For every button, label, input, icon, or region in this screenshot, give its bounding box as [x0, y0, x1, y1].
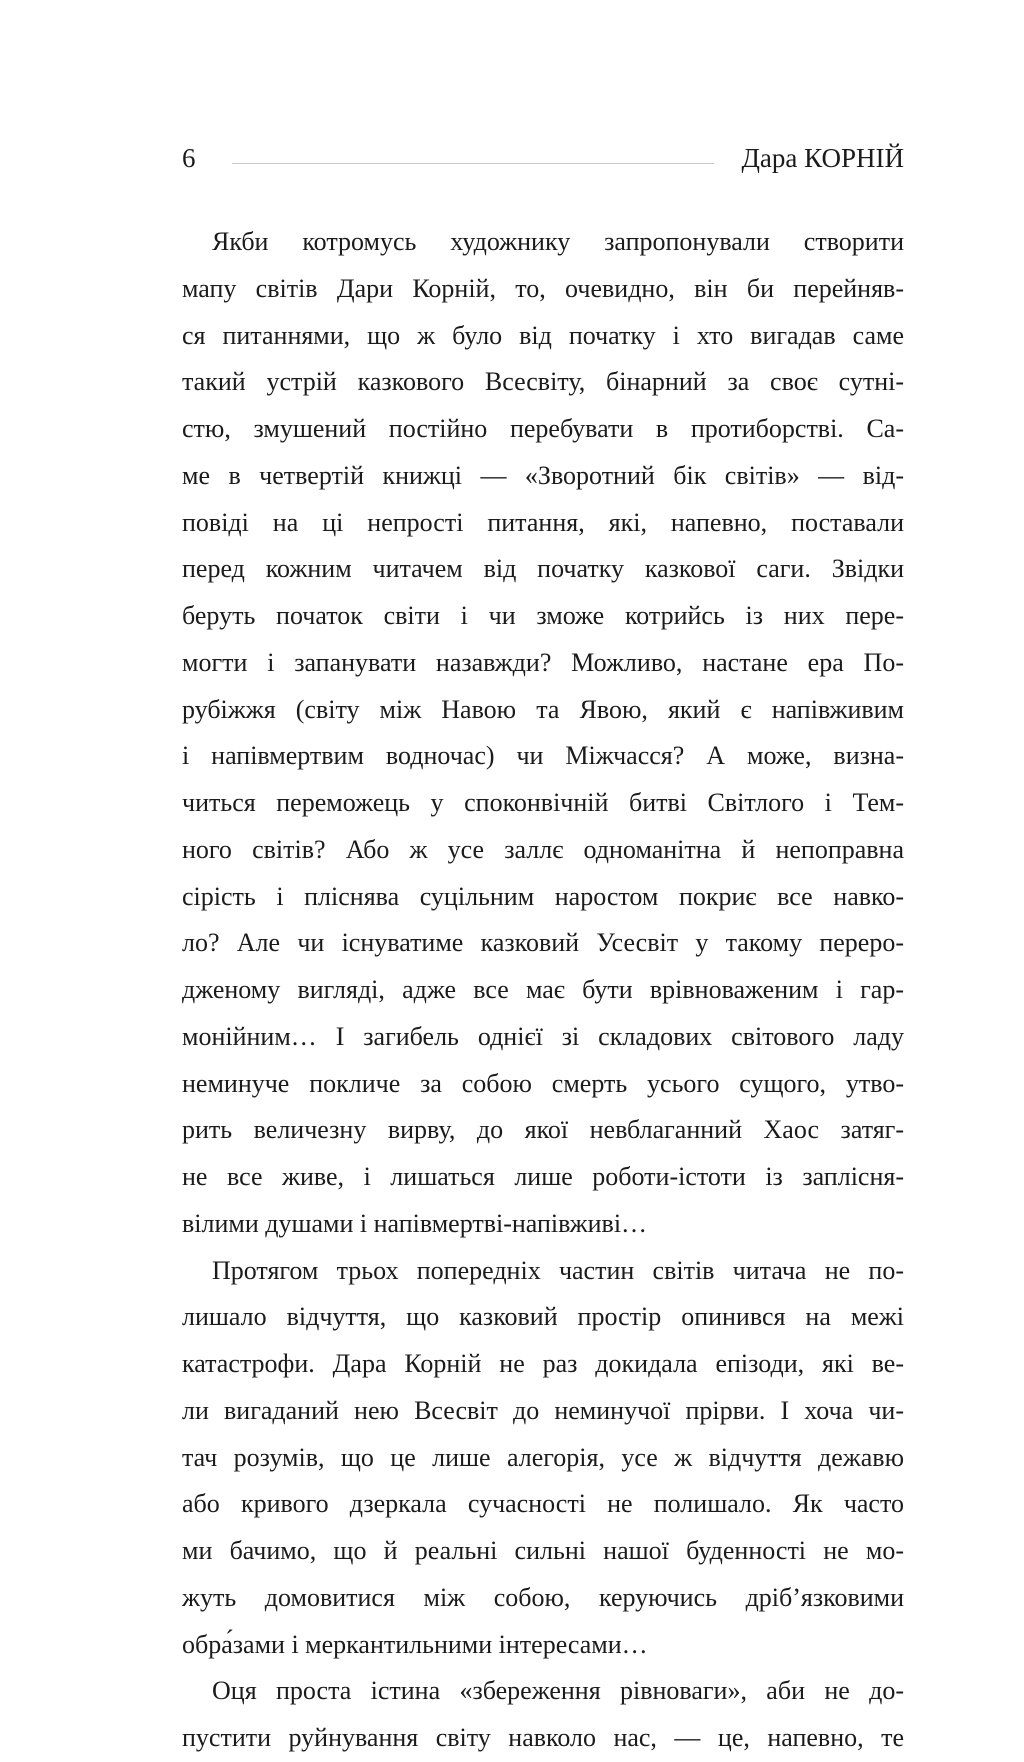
text-line: мапу світів Дари Корній, то, очевидно, він би перейняв- — [182, 273, 904, 303]
text-line: і напівмертвим водночас) чи Міжчасся? А може, визна- — [182, 741, 904, 771]
paragraph — [182, 1668, 904, 1762]
text-line: або кривого дзеркала сучасності не полишало. Як часто — [182, 1489, 904, 1519]
running-head — [182, 138, 904, 178]
text-line: могти і запанувати назавжди? Можливо, настане ера По- — [182, 647, 904, 677]
text-line: стю, змушений постійно перебувати в протиборстві. Са- — [182, 414, 904, 443]
text-line: Оця проста істина «збереження рівноваги», аби не до- — [212, 1676, 904, 1706]
paragraph — [182, 1248, 904, 1669]
text-line: монійним… І загибель однієї зі складових світового ладу — [182, 1021, 904, 1051]
text-line: вілими душами і напівмертві-напівживі… — [182, 1208, 648, 1238]
text-line: рубіжжя (світу між Навою та Явою, який є напівживим — [182, 694, 904, 724]
paragraph — [182, 219, 904, 1248]
text-line: сірість і пліснява суцільним наростом покриє все навко- — [182, 881, 904, 911]
text-line: не все живе, і лишаться лише роботи-істоти із заплісня- — [182, 1162, 904, 1191]
text-line: рить величезну вирву, до якої невблаганний Хаос затяг- — [182, 1115, 904, 1145]
page-number: 6 — [182, 143, 196, 173]
text-line: ло? Але чи існуватиме казковий Усесвіт у такому переро- — [182, 928, 904, 958]
text-line: Протягом трьох попередніх частин світів читача не по- — [212, 1255, 904, 1285]
text-line: ся питаннями, що ж було від початку і хто вигадав саме — [182, 320, 904, 350]
text-line: ме в четвертій книжці — «Зворотний бік світів» — від- — [182, 460, 904, 490]
text-line: обра́зами і меркантильними інтересами… — [182, 1629, 648, 1659]
text-line: пустити руйнування світу навколо нас, — це, напевно, те — [182, 1723, 904, 1752]
text-line: Якби котромусь художнику запропонували створити — [212, 227, 904, 256]
text-line: неминуче покличе за собою смерть усього сущого, утво- — [182, 1068, 904, 1098]
text-line: читься переможець у споконвічній битві Світлого і Тем- — [182, 788, 904, 817]
text-line: жуть домовитися між собою, керуючись дріб’язковими — [182, 1582, 904, 1612]
body-text — [182, 219, 904, 1762]
text-line: ли вигаданий нею Всесвіт до неминучої прірви. І хоча чи- — [182, 1395, 904, 1425]
text-line: повіді на ці непрості питання, які, напевно, поставали — [182, 507, 904, 537]
text-line: лишало відчуття, що казковий простір опинився на межі — [182, 1302, 904, 1332]
text-line: такий устрій казкового Всесвіту, бінарний за своє сутні- — [182, 367, 904, 397]
text-line: беруть початок світи і чи зможе котрийсь із них пере- — [182, 601, 904, 630]
running-head-author: Дара КОРНІЙ — [741, 143, 904, 173]
text-line: дженому вигляді, адже все має бути врівноваженим і гар- — [182, 975, 904, 1004]
header-rule — [232, 163, 714, 164]
text-line: ми бачимо, що й реальні сильні нашої буденності не мо- — [182, 1536, 904, 1565]
text-line: тач розумів, що це лише алегорія, усе ж відчуття дежавю — [182, 1442, 904, 1472]
text-line: катастрофи. Дара Корній не раз докидала епізоди, які ве- — [182, 1349, 904, 1378]
text-line: перед кожним читачем від початку казкової саги. Звідки — [182, 554, 904, 584]
text-line: ного світів? Або ж усе заллє одноманітна й непоправна — [182, 834, 904, 864]
